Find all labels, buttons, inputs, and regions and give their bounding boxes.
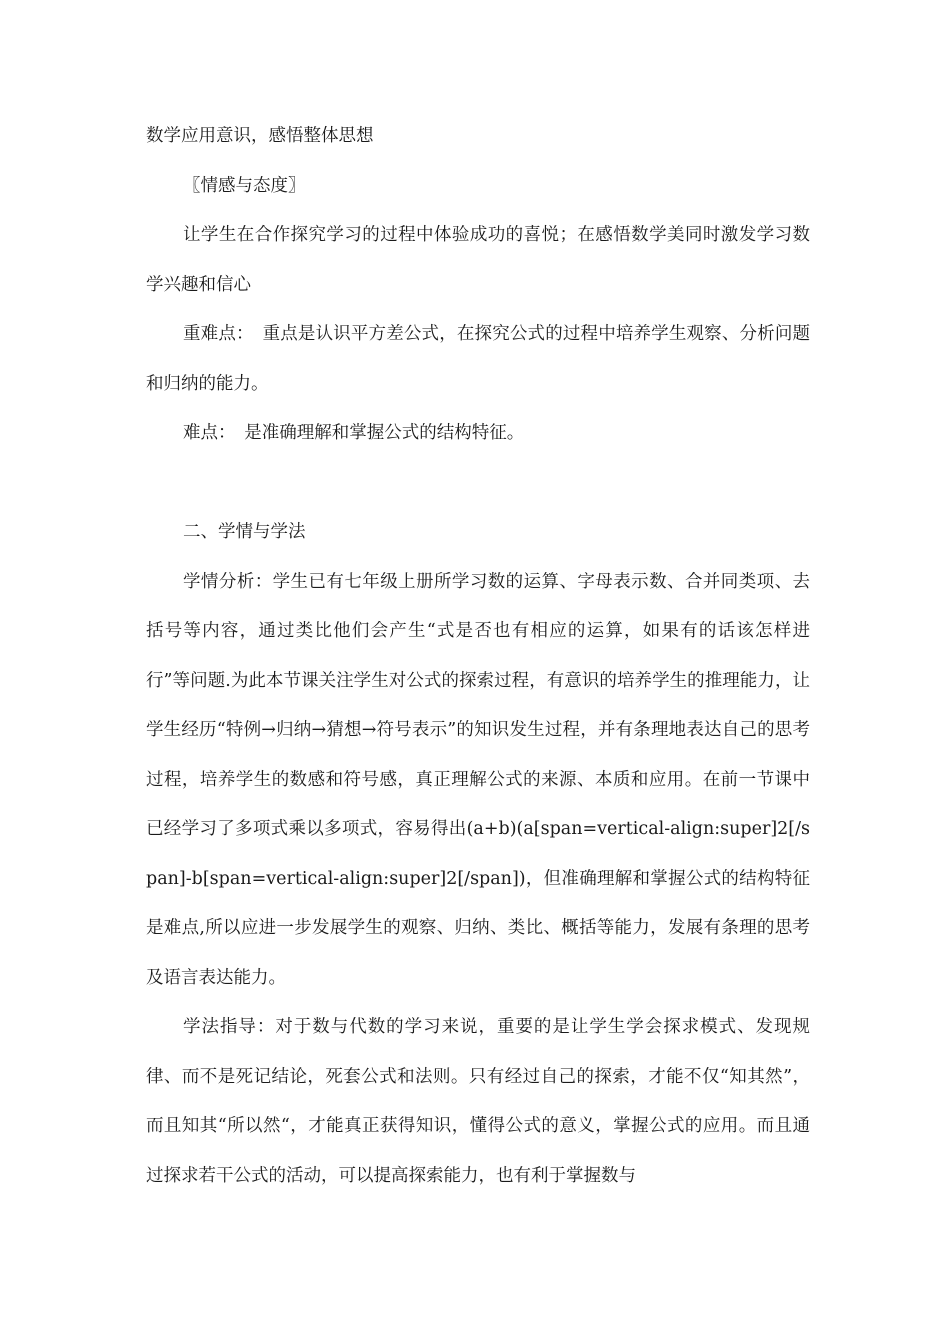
heading-emotion-attitude: 〖情感与态度〗 [183, 175, 306, 196]
paragraph-difficulty: 难点： 是准确理解和掌握公式的结构特征。 [183, 423, 525, 443]
paragraph-learning-analysis: 学情分析：学生已有七年级上册所学习数的运算、字母表示数、合并同类项、去括号等内容，通过类比他们会产生“式是否也有相应的运算，如果有的话该怎样进行”等问题.为此本节课关注学生对公式的探索过程，有意识的培养学生的推理能力，让学生经历“特例→归纳→猜想→符号表示”的知识发生过程，并有条理地表达自己的思考过程，培养学生的数感和符号感，真正理解公式的来源、本质和应用。在前一节课中已经学习了多项式乘以多项式，容易得出(a+b)(a[span=vertical-align:super]2[/span]-b[span=vertical-align:super]2[/span])，但准确理解和掌握公式的结构特征是难点,所以应进一步发展学生的观察、归纳、类比、概括等能力，发展有条理的思考及语言表达能力。 [146, 571, 810, 988]
paragraph-key-points: 重难点： 重点是认识平方差公式，在探究公式的过程中培养学生观察、分析问题和归纳的能力。 [146, 324, 810, 394]
document-body [146, 112, 810, 1201]
blank-line [146, 459, 810, 509]
paragraph-emotion-attitude: 让学生在合作探究学习的过程中体验成功的喜悦；在感悟数学美同时激发学习数学兴趣和信心 [146, 225, 810, 295]
paragraph-goal-continuation: 数学应用意识，感悟整体思想 [146, 126, 374, 146]
section-heading-learning: 二、学情与学法 [183, 522, 306, 542]
paragraph-learning-guidance: 学法指导：对于数与代数的学习来说，重要的是让学生学会探求模式、发现规律、而不是死记结论，死套公式和法则。只有经过自己的探索，才能不仅“知其然”，而且知其“所以然“，才能真正获得知识，懂得公式的意义，掌握公式的应用。而且通过探求若干公式的活动，可以提高探索能力，也有利于掌握数与 [146, 1017, 810, 1186]
